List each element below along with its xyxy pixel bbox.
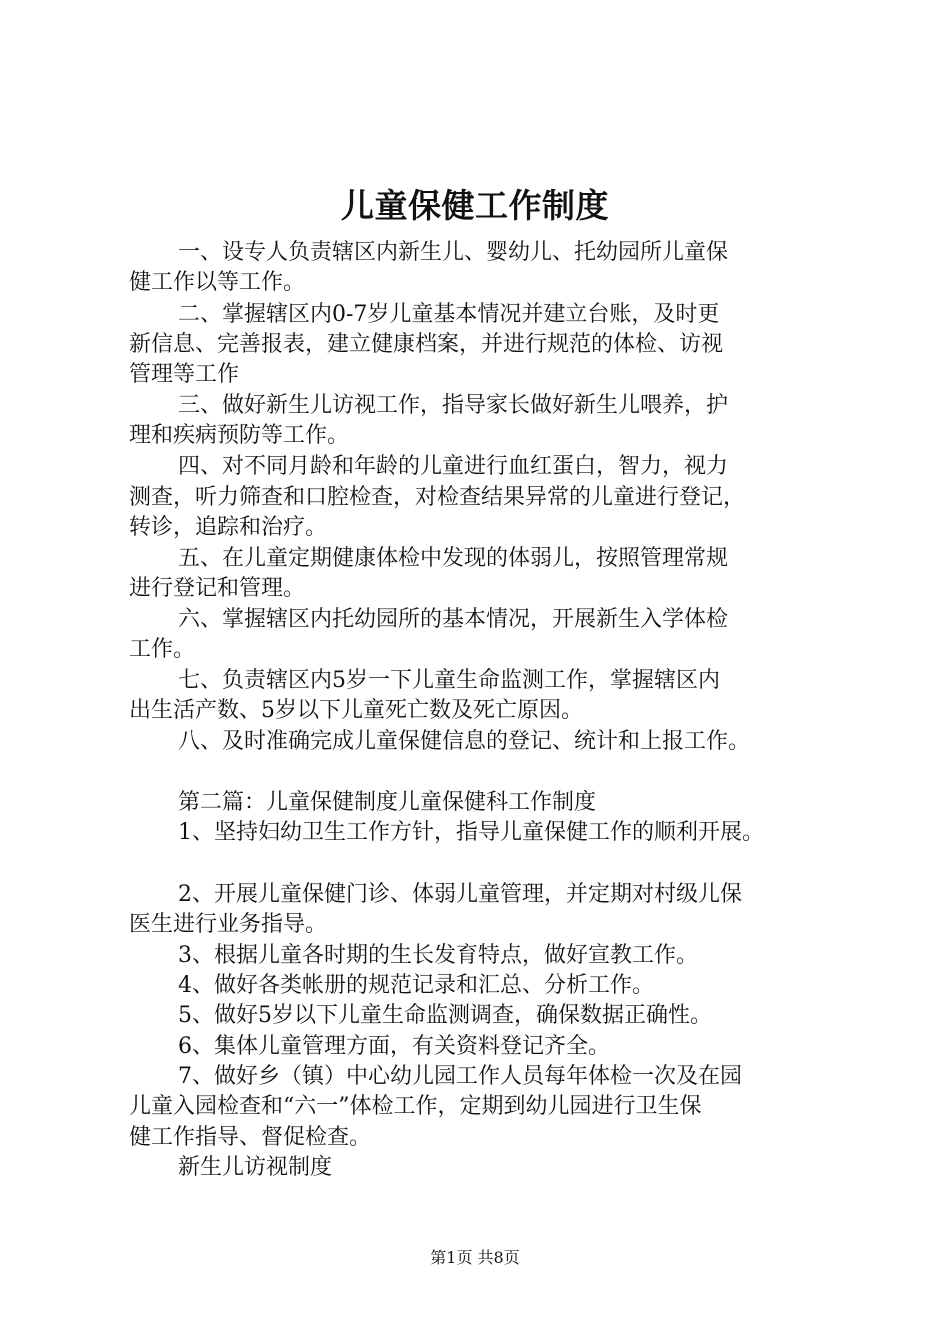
document-title: 儿童保健工作制度	[341, 186, 609, 225]
paragraph-line: 七、负责辖区内5岁一下儿童生命监测工作，掌握辖区内	[178, 668, 720, 693]
paragraph-line: 工作。	[129, 637, 196, 662]
paragraph-line: 转诊，追踪和治疗。	[129, 515, 328, 540]
paragraph-line: 儿童入园检查和“六一”体检工作，定期到幼儿园进行卫生保	[129, 1094, 702, 1119]
section-heading: 新生儿访视制度	[178, 1155, 333, 1180]
page-number: 第1页 共8页	[430, 1248, 520, 1267]
paragraph-line: 八、及时准确完成儿童保健信息的登记、统计和上报工作。	[178, 729, 751, 754]
paragraph-line: 进行登记和管理。	[129, 576, 306, 601]
paragraph-line: 6、集体儿童管理方面，有关资料登记齐全。	[178, 1034, 610, 1059]
paragraph-line: 六、掌握辖区内托幼园所的基本情况，开展新生入学体检	[178, 607, 729, 632]
paragraph-line: 五、在儿童定期健康体检中发现的体弱儿，按照管理常规	[178, 546, 729, 571]
paragraph-line: 5、做好5岁以下儿童生命监测调查，确保数据正确性。	[178, 1003, 712, 1028]
paragraph-line: 一、设专人负责辖区内新生儿、婴幼儿、托幼园所儿童保	[178, 240, 729, 265]
paragraph-line: 四、对不同月龄和年龄的儿童进行血红蛋白，智力，视力	[178, 454, 729, 479]
paragraph-line: 三、做好新生儿访视工作，指导家长做好新生儿喂养，护	[178, 393, 729, 418]
paragraph-line: 2、开展儿童保健门诊、体弱儿童管理，并定期对村级儿保	[178, 882, 742, 907]
paragraph-line: 新信息、完善报表，建立健康档案，并进行规范的体检、访视	[129, 332, 724, 357]
paragraph-line: 管理等工作	[129, 362, 240, 387]
paragraph-line: 出生活产数、5岁以下儿童死亡数及死亡原因。	[129, 698, 583, 723]
paragraph-line: 理和疾病预防等工作。	[129, 423, 350, 448]
paragraph-line: 7、做好乡（镇）中心幼儿园工作人员每年体检一次及在园	[178, 1064, 742, 1089]
paragraph-line: 健工作指导、督促检查。	[129, 1125, 372, 1150]
paragraph-line: 1、坚持妇幼卫生工作方针，指导儿童保健工作的顺利开展。	[178, 820, 764, 845]
paragraph-line: 3、根据儿童各时期的生长发育特点，做好宣教工作。	[178, 943, 698, 968]
paragraph-line: 医生进行业务指导。	[129, 912, 328, 937]
paragraph-line: 健工作以等工作。	[129, 270, 306, 295]
section-heading: 第二篇：儿童保健制度儿童保健科工作制度	[178, 790, 597, 815]
paragraph-line: 二、掌握辖区内0-7岁儿童基本情况并建立台账，及时更	[178, 302, 720, 327]
paragraph-line: 4、做好各类帐册的规范记录和汇总、分析工作。	[178, 973, 654, 998]
paragraph-line: 测查，听力筛查和口腔检查，对检查结果异常的儿童进行登记，	[129, 485, 746, 510]
